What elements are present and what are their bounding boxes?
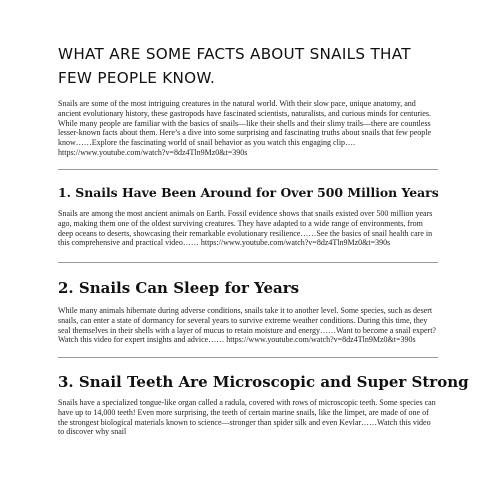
section-2-body: While many animals hibernate during adverse conditions, snails take it to another level. Some species, such as desert snails, can enter a state of dormancy for several years to survive extreme weather conditions. During this time, they seal themselves in their shells with a layer of mucus to retain moisture and energy……Want to become a snail expert? Watch this video for expert insights and advice…… https://www.youtube.com/watch?v=8dz4Tln9Mz0&t=390s (58, 306, 436, 345)
section-1-heading: 1. Snails Have Been Around for Over 500 Million Years (58, 185, 439, 200)
section-divider (58, 169, 438, 170)
section-divider (58, 262, 438, 263)
section-2-heading: 2. Snails Can Sleep for Years (58, 279, 300, 297)
section-3-heading: 3. Snail Teeth Are Microscopic and Super Strong (58, 373, 469, 391)
section-divider (58, 357, 438, 358)
document-title: WHAT ARE SOME FACTS ABOUT SNAILS THAT FEW PEOPLE KNOW. (58, 45, 411, 87)
section-1-body: Snails are among the most ancient animals on Earth. Fossil evidence shows that snails existed over 500 million years ago, making them one of the oldest surviving creatures. They have adapted to a wide range of environments, from deep oceans to deserts, showcasing their remarkable evolutionary resilience……See the basics of snail health care in this comprehensive and practical video…… https://www.youtube.com/watch?v=8dz4Tln9Mz0&t=390s (58, 209, 433, 248)
section-3-body: Snails have a specialized tongue-like organ called a radula, covered with rows of microscopic teeth. Some species can have up to 14,000 teeth! Even more surprising, the teeth of certain marine snails, like the limpet, are made of one of the strongest biological materials known to science—stronger than spider silk and even Kevlar……Watch this video to discover why snail (58, 398, 436, 437)
intro-paragraph: Snails are some of the most intriguing creatures in the natural world. With their slow pace, unique anatomy, and ancient evolutionary history, these gastropods have fascinated scientists, naturalists, and curious minds for centuries. While many people are familiar with the basics of snails—like their shells and their slimy trails—there are countless lesser-known facts about them. Here’s a dive into some surprising and fascinating truths about snails that few people know……Explore the fascinating world of snail behavior as you watch this engaging clip…. https://www.youtube.com/watch?v=8dz4Tln9Mz0&t=390s (58, 99, 432, 157)
